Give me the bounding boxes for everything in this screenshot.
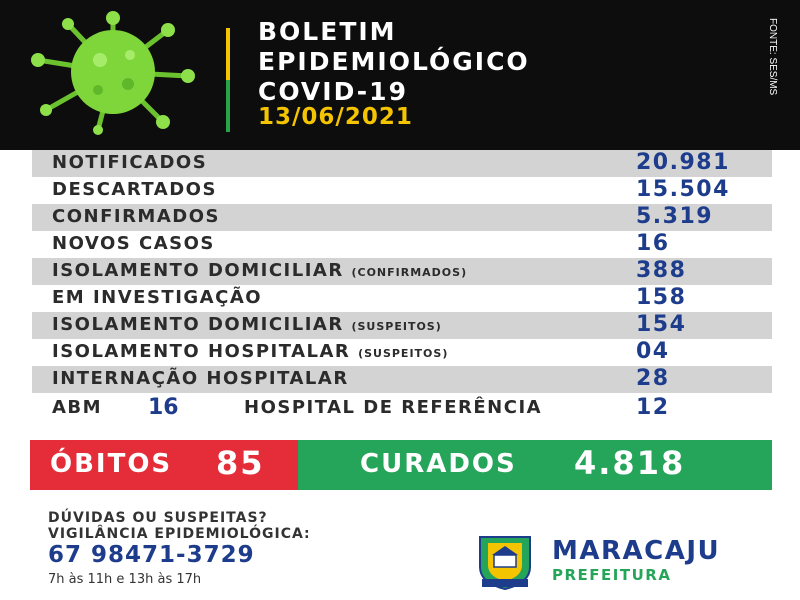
- obitos-box: [30, 440, 298, 490]
- stat-label: ISOLAMENTO HOSPITALAR (SUSPEITOS): [52, 341, 449, 362]
- accent-bar: [226, 28, 230, 132]
- virus-icon: [28, 10, 198, 135]
- contact-hours: 7h às 11h e 13h às 17h: [48, 572, 202, 587]
- city-subtitle: PREFEITURA: [552, 566, 672, 584]
- stat-label: DESCARTADOS: [52, 179, 217, 200]
- stat-label: ISOLAMENTO DOMICILIAR (CONFIRMADOS): [52, 260, 468, 281]
- city-crest-icon: [474, 533, 536, 591]
- stat-label: NOVOS CASOS: [52, 233, 215, 254]
- header-banner: [0, 0, 800, 150]
- stat-row-isolamento-domiciliar-confirmados: [32, 258, 772, 285]
- stat-row-novos-casos: [32, 231, 772, 258]
- abm-value: 16: [148, 395, 179, 420]
- stat-value: 20.981: [636, 150, 730, 175]
- hospital-label: HOSPITAL DE REFERÊNCIA: [244, 397, 543, 418]
- stat-label: NOTIFICADOS: [52, 152, 208, 173]
- city-name: MARACAJU: [552, 536, 721, 566]
- stat-value: 158: [636, 285, 687, 310]
- curados-box: [298, 440, 772, 490]
- source-note: FONTE: SES/MS: [767, 18, 778, 96]
- stat-label: ISOLAMENTO DOMICILIAR (SUSPEITOS): [52, 314, 442, 335]
- title-line-2: EPIDEMIOLÓGICO: [258, 47, 530, 76]
- stat-row-internacao-hospitalar: [32, 366, 772, 393]
- stat-row-confirmados: [32, 204, 772, 231]
- title-line-1: BOLETIM: [258, 17, 397, 46]
- contact-phone: 67 98471-3729: [48, 542, 255, 568]
- stat-label: INTERNAÇÃO HOSPITALAR: [52, 368, 349, 389]
- stat-row-abm-hospital: [32, 395, 772, 422]
- obitos-value: 85: [216, 444, 265, 482]
- stat-value: 388: [636, 258, 687, 283]
- stat-row-isolamento-hospitalar-suspeitos: [32, 339, 772, 366]
- title-line-3: COVID-19: [258, 77, 408, 106]
- stat-label: CONFIRMADOS: [52, 206, 220, 227]
- stat-value: 154: [636, 312, 687, 337]
- stat-value: 15.504: [636, 177, 730, 202]
- bulletin-date: 13/06/2021: [258, 104, 413, 130]
- curados-value: 4.818: [574, 444, 686, 482]
- stat-value: 28: [636, 366, 670, 391]
- stat-row-descartados: [32, 177, 772, 204]
- curados-label: CURADOS: [360, 449, 517, 479]
- stat-value: 04: [636, 339, 670, 364]
- abm-label: ABM: [52, 397, 103, 418]
- hospital-value: 12: [636, 395, 670, 420]
- stat-row-notificados: [32, 150, 772, 177]
- stat-row-isolamento-domiciliar-suspeitos: [32, 312, 772, 339]
- obitos-label: ÓBITOS: [50, 449, 173, 479]
- stat-value: 16: [636, 231, 670, 256]
- stat-row-em-investigacao: [32, 285, 772, 312]
- contact-question: DÚVIDAS OU SUSPEITAS?: [48, 510, 268, 526]
- stat-value: 5.319: [636, 204, 714, 229]
- stat-label: EM INVESTIGAÇÃO: [52, 287, 263, 308]
- contact-service: VIGILÂNCIA EPIDEMIOLÓGICA:: [48, 526, 311, 542]
